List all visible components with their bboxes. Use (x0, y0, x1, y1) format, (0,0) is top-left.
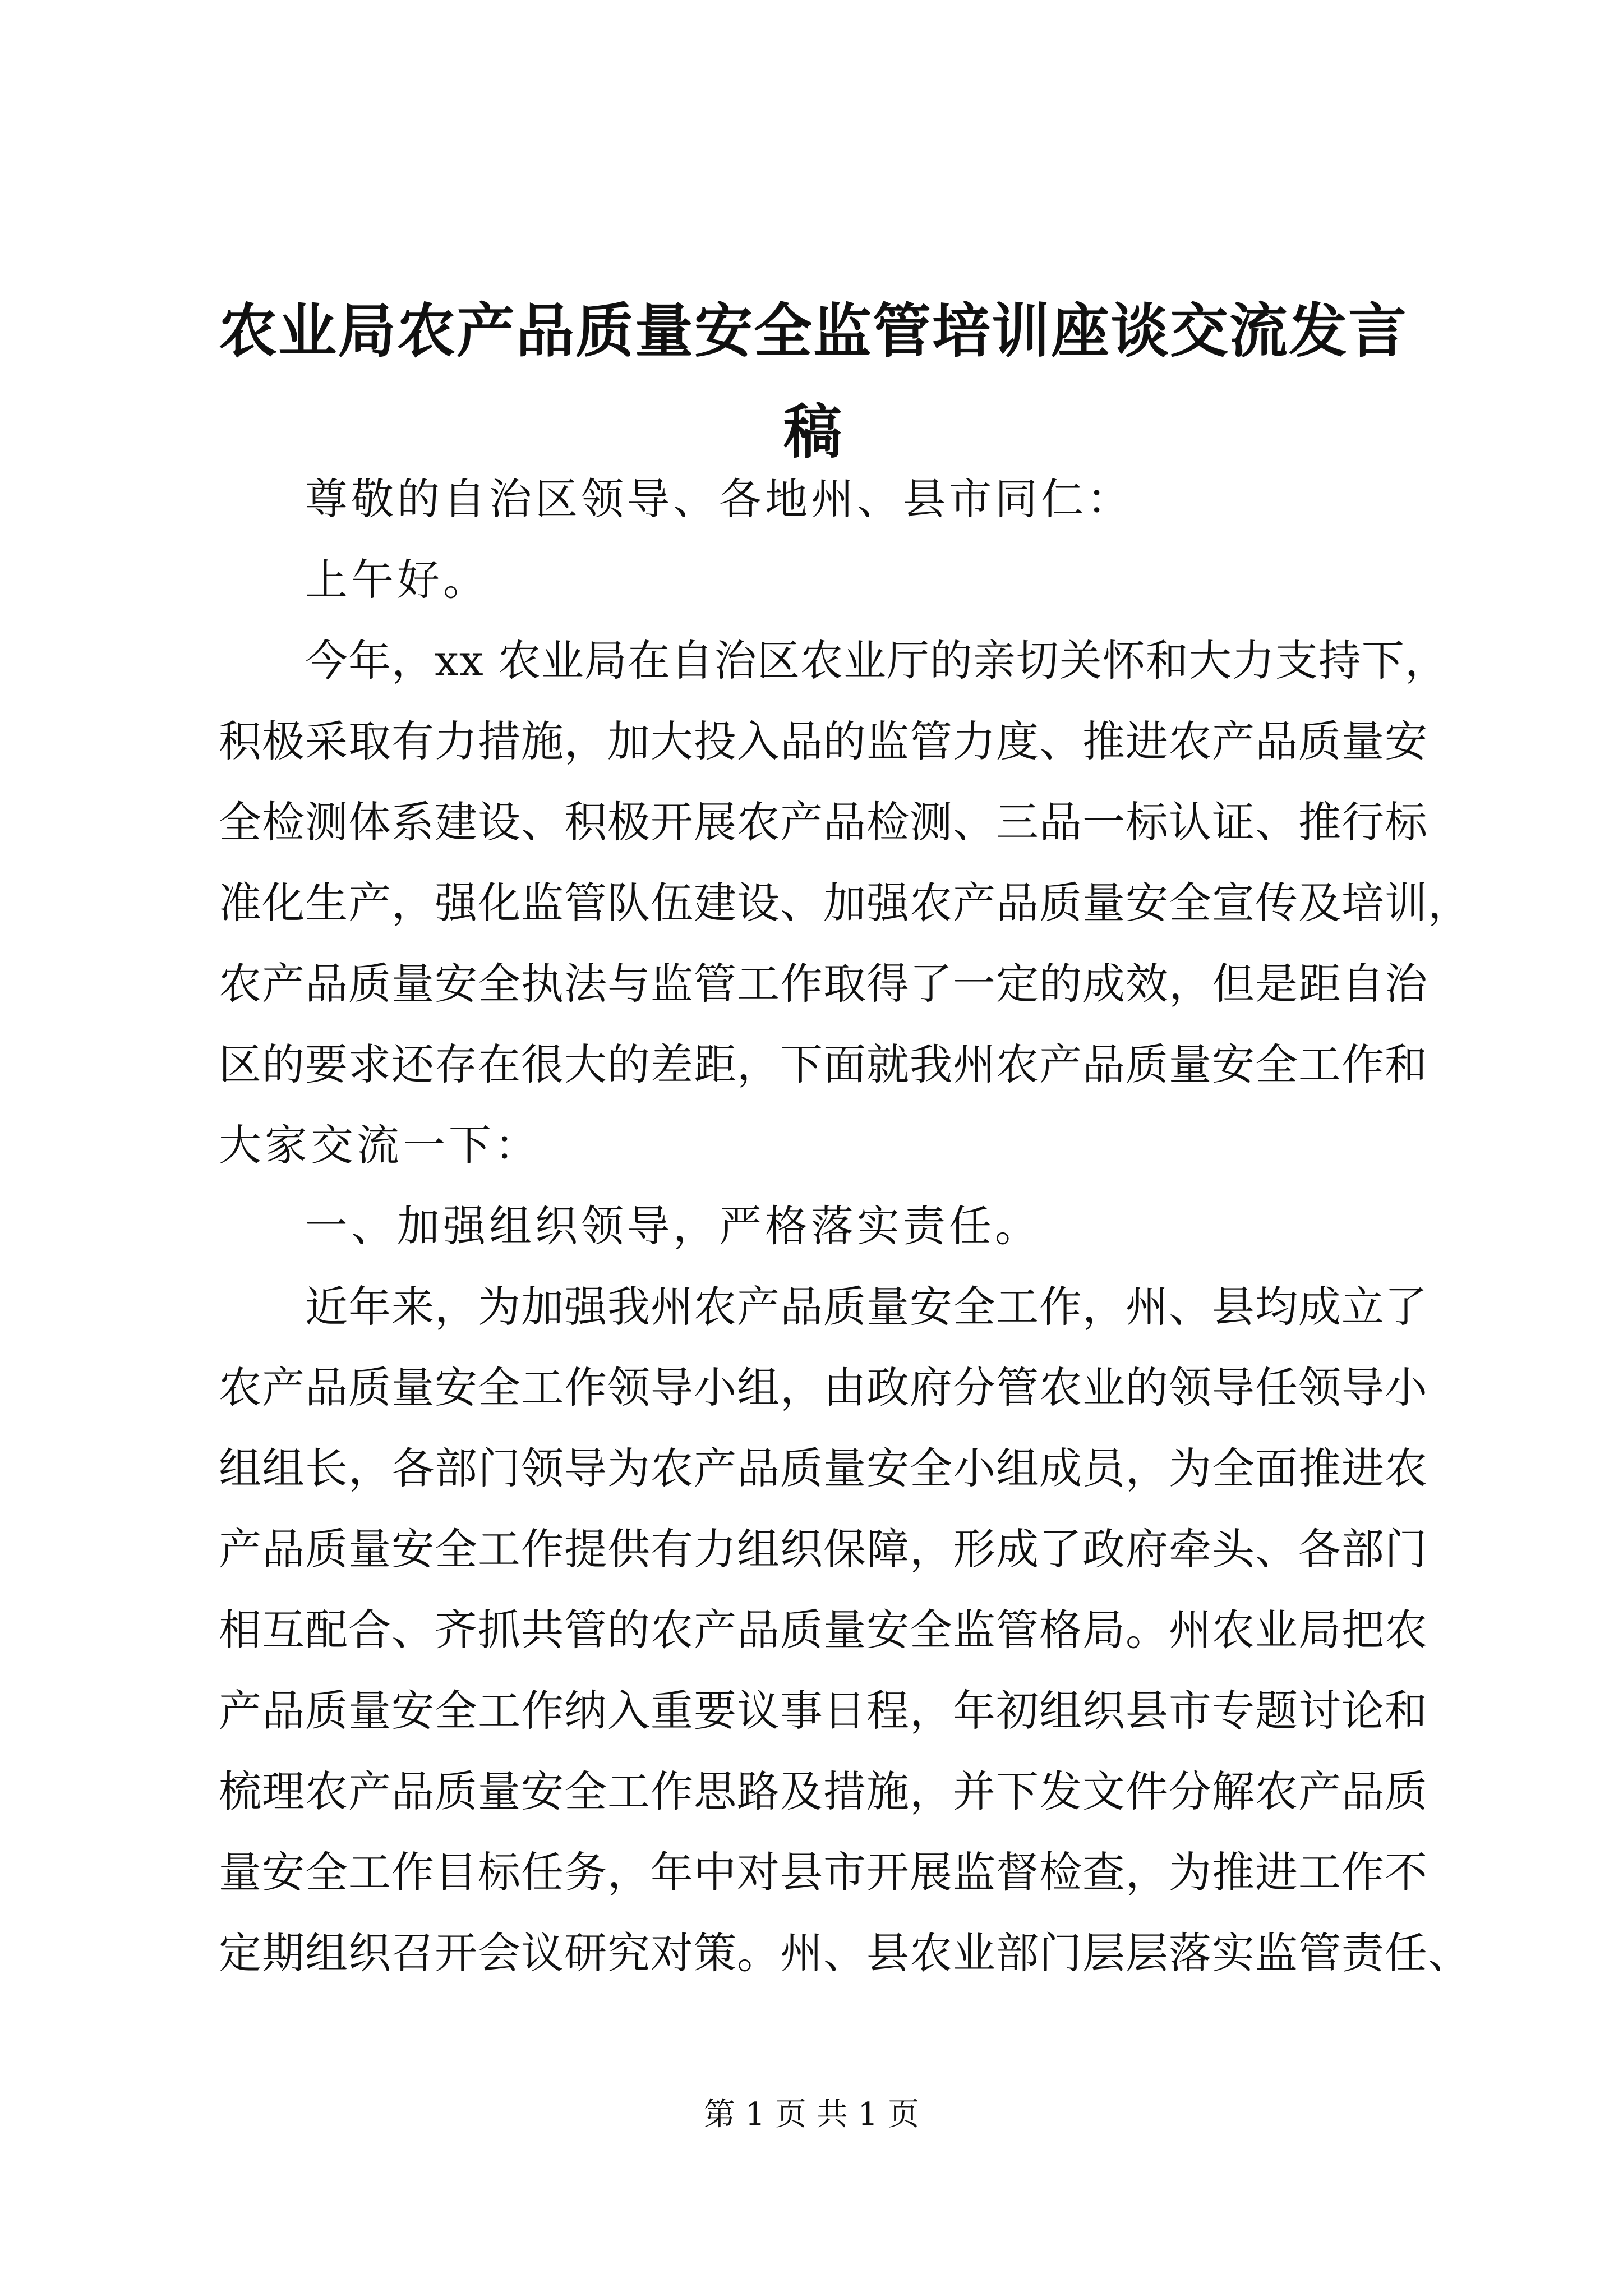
title-line-1: 农业局农产品质量安全监管培训座谈交流发言 (218, 296, 1408, 365)
paragraph-line: 近年来，为加强我州农产品质量安全工作，州、县均成立了 (305, 1282, 1428, 1332)
paragraph-line: 大家交流一下： (219, 1120, 541, 1170)
page-number-footer: 第 1 页 共 1 页 (703, 2096, 920, 2133)
paragraph-line: 量安全工作目标任务，年中对县市开展监督检查，为推进工作不 (219, 1847, 1428, 1897)
paragraph-line: 产品质量安全工作提供有力组织保障，形成了政府牵头、各部门 (219, 1524, 1428, 1574)
paragraph-line: 组组长，各部门领导为农产品质量安全小组成员，为全面推进农 (219, 1443, 1428, 1493)
document-title (213, 280, 1413, 482)
title-line-2: 稿 (783, 397, 843, 466)
paragraph-line: 准化生产，强化监管队伍建设、加强农产品质量安全宣传及培训， (219, 878, 1471, 928)
paragraph-line: 相互配合、齐抓共管的农产品质量安全监管格局。州农业局把农 (219, 1605, 1428, 1655)
paragraph-line: 产品质量安全工作纳入重要议事日程，年初组织县市专题讨论和 (219, 1686, 1428, 1736)
paragraph-line: 区的要求还存在很大的差距，下面就我州农产品质量安全工作和 (219, 1039, 1428, 1089)
section-heading: 一、加强组织领导，严格落实责任。 (305, 1201, 1041, 1251)
paragraph-line: 全检测体系建设、积极开展农产品检测、三品一标认证、推行标 (219, 797, 1428, 847)
paragraph-line: 积极采取有力措施，加大投入品的监管力度、推进农产品质量安 (219, 716, 1428, 766)
paragraph-line: 农产品质量安全工作领导小组，由政府分管农业的领导任领导小 (219, 1363, 1428, 1412)
document-body (219, 459, 1471, 1994)
greeting: 上午好。 (305, 555, 489, 605)
paragraph-line: 今年，xx 农业局在自治区农业厅的亲切关怀和大力支持下， (305, 636, 1448, 685)
paragraph-line: 定期组织召开会议研究对策。州、县农业部门层层落实监管责任、 (219, 1928, 1471, 1978)
paragraph-line: 梳理农产品质量安全工作思路及措施，并下发文件分解农产品质 (219, 1766, 1428, 1816)
salutation: 尊敬的自治区领导、各地州、县市同仁： (305, 474, 1133, 524)
paragraph-line: 农产品质量安全执法与监管工作取得了一定的成效，但是距自治 (219, 959, 1428, 1009)
